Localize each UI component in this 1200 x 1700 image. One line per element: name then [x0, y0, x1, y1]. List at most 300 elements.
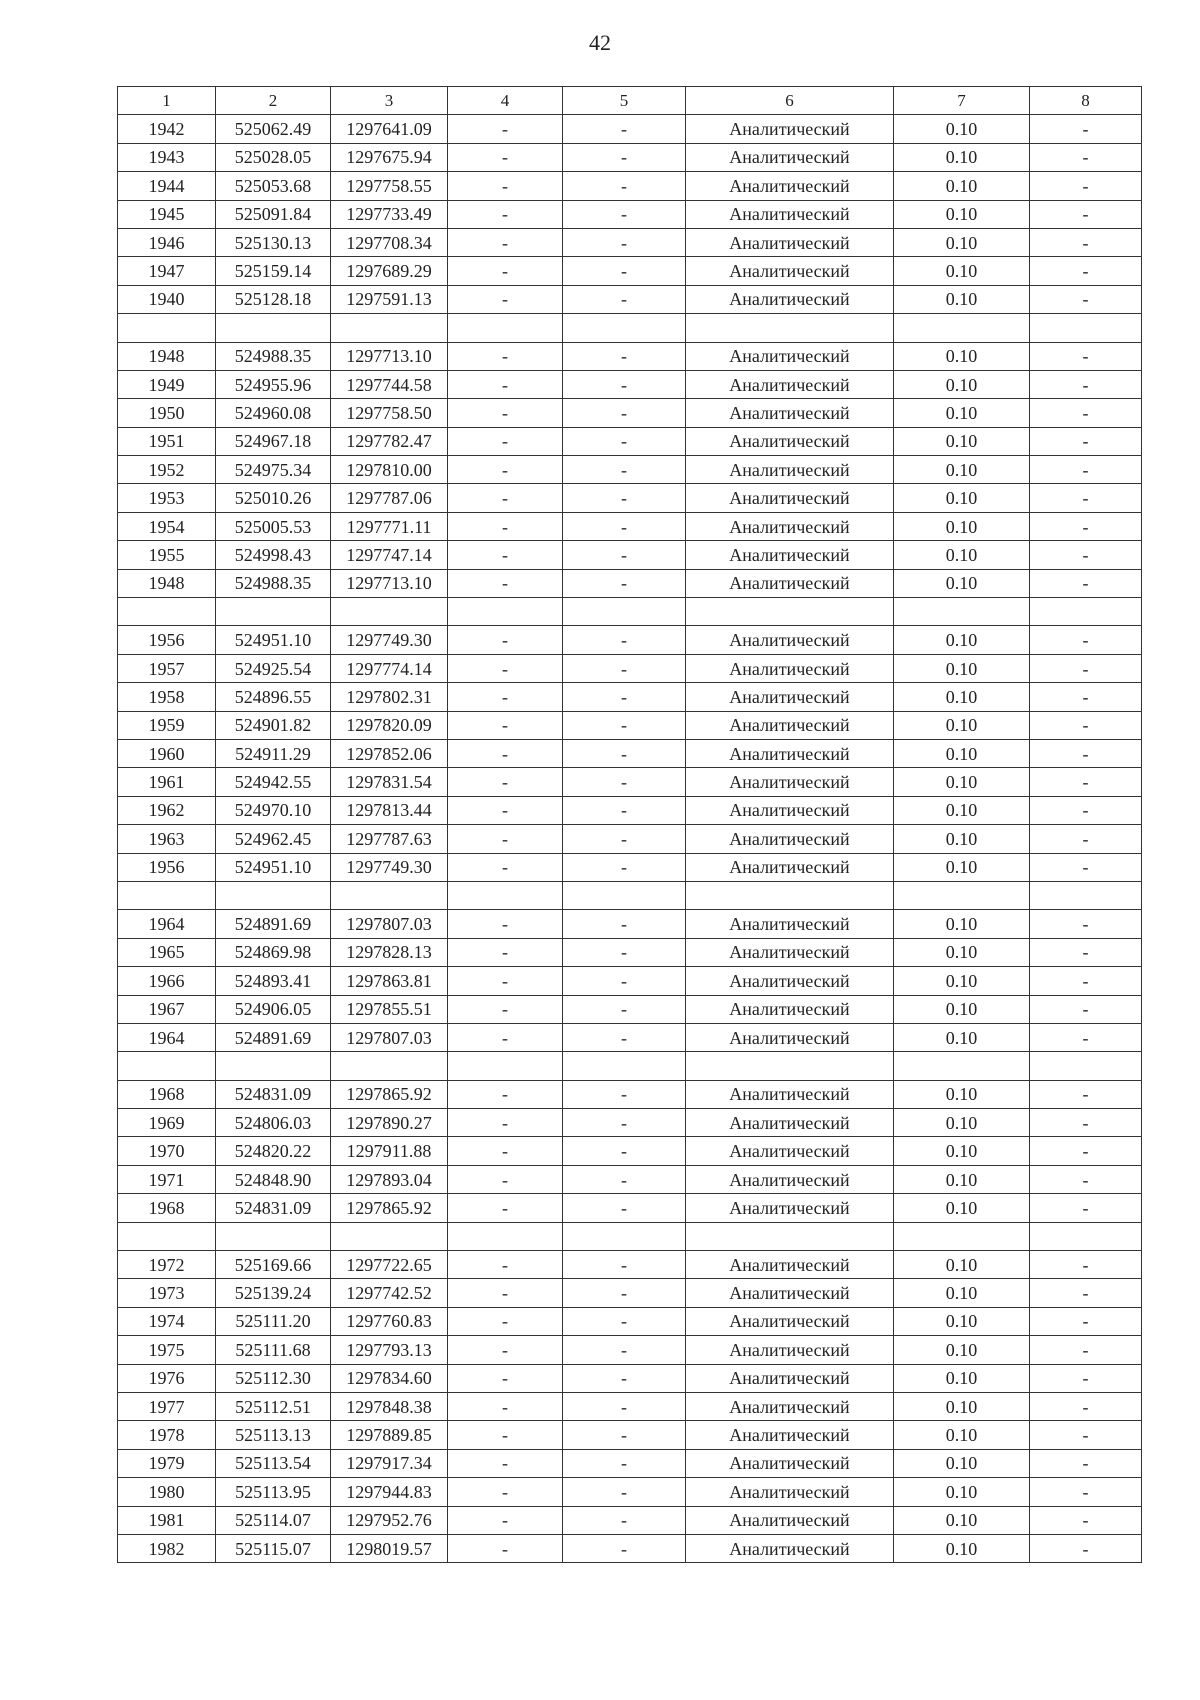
point-number-cell: 1963 [118, 825, 216, 853]
coordinate-x-cell: 524942.55 [216, 768, 331, 796]
empty-cell [894, 1222, 1030, 1250]
point-number-cell: 1971 [118, 1165, 216, 1193]
col-5-cell: - [563, 285, 686, 313]
table-row [118, 228, 1142, 256]
col-4-cell: - [448, 1165, 563, 1193]
col-8-cell: - [1030, 1109, 1142, 1137]
coordinate-y-cell: 1297952.76 [331, 1506, 448, 1534]
coordinate-x-cell: 524901.82 [216, 711, 331, 739]
point-number-cell: 1975 [118, 1336, 216, 1364]
column-header: 4 [448, 87, 563, 115]
accuracy-cell: 0.10 [894, 285, 1030, 313]
method-cell: Аналитический [686, 1336, 894, 1364]
col-5-cell: - [563, 257, 686, 285]
coordinate-x-cell: 524869.98 [216, 938, 331, 966]
coordinate-y-cell: 1297771.11 [331, 512, 448, 540]
point-number-cell: 1957 [118, 654, 216, 682]
coordinate-x-cell: 524998.43 [216, 541, 331, 569]
col-5-cell: - [563, 370, 686, 398]
method-cell: Аналитический [686, 995, 894, 1023]
table-row [118, 200, 1142, 228]
accuracy-cell: 0.10 [894, 1421, 1030, 1449]
coordinate-x-cell: 525113.13 [216, 1421, 331, 1449]
col-8-cell: - [1030, 967, 1142, 995]
empty-cell [118, 881, 216, 909]
col-4-cell: - [448, 796, 563, 824]
col-8-cell: - [1030, 257, 1142, 285]
method-cell: Аналитический [686, 910, 894, 938]
col-5-cell: - [563, 683, 686, 711]
coordinate-x-cell: 525112.51 [216, 1392, 331, 1420]
col-4-cell: - [448, 967, 563, 995]
point-number-cell: 1955 [118, 541, 216, 569]
empty-cell [118, 598, 216, 626]
coordinate-y-cell: 1297675.94 [331, 143, 448, 171]
point-number-cell: 1956 [118, 626, 216, 654]
coordinate-x-cell: 525113.95 [216, 1478, 331, 1506]
col-4-cell: - [448, 1421, 563, 1449]
column-header: 5 [563, 87, 686, 115]
method-cell: Аналитический [686, 427, 894, 455]
accuracy-cell: 0.10 [894, 1364, 1030, 1392]
coordinate-y-cell: 1297793.13 [331, 1336, 448, 1364]
coordinate-y-cell: 1297889.85 [331, 1421, 448, 1449]
separator-row [118, 314, 1142, 342]
col-5-cell: - [563, 143, 686, 171]
col-5-cell: - [563, 796, 686, 824]
table-row [118, 399, 1142, 427]
coordinate-x-cell: 524893.41 [216, 967, 331, 995]
point-number-cell: 1952 [118, 456, 216, 484]
coordinate-x-cell: 525114.07 [216, 1506, 331, 1534]
point-number-cell: 1964 [118, 1023, 216, 1051]
coordinate-y-cell: 1298019.57 [331, 1534, 448, 1562]
method-cell: Аналитический [686, 711, 894, 739]
method-cell: Аналитический [686, 399, 894, 427]
col-4-cell: - [448, 683, 563, 711]
empty-cell [216, 1052, 331, 1080]
page-number: 42 [589, 30, 611, 55]
accuracy-cell: 0.10 [894, 1478, 1030, 1506]
table-row [118, 1109, 1142, 1137]
coordinate-y-cell: 1297834.60 [331, 1364, 448, 1392]
col-8-cell: - [1030, 853, 1142, 881]
col-8-cell: - [1030, 938, 1142, 966]
col-8-cell: - [1030, 1506, 1142, 1534]
coordinate-x-cell: 525112.30 [216, 1364, 331, 1392]
point-number-cell: 1964 [118, 910, 216, 938]
empty-cell [331, 314, 448, 342]
col-4-cell: - [448, 626, 563, 654]
accuracy-cell: 0.10 [894, 938, 1030, 966]
coordinate-x-cell: 524988.35 [216, 342, 331, 370]
column-header: 8 [1030, 87, 1142, 115]
coordinate-y-cell: 1297802.31 [331, 683, 448, 711]
empty-cell [1030, 314, 1142, 342]
col-4-cell: - [448, 825, 563, 853]
table-row [118, 910, 1142, 938]
coordinate-x-cell: 524925.54 [216, 654, 331, 682]
col-5-cell: - [563, 228, 686, 256]
column-header: 3 [331, 87, 448, 115]
col-8-cell: - [1030, 228, 1142, 256]
coordinate-x-cell: 524891.69 [216, 1023, 331, 1051]
col-4-cell: - [448, 1279, 563, 1307]
col-5-cell: - [563, 456, 686, 484]
col-4-cell: - [448, 739, 563, 767]
col-8-cell: - [1030, 143, 1142, 171]
empty-cell [448, 881, 563, 909]
point-number-cell: 1953 [118, 484, 216, 512]
empty-cell [1030, 881, 1142, 909]
coordinate-y-cell: 1297749.30 [331, 626, 448, 654]
empty-cell [448, 598, 563, 626]
empty-cell [118, 1222, 216, 1250]
table-row [118, 512, 1142, 540]
empty-cell [894, 598, 1030, 626]
coordinate-y-cell: 1297758.55 [331, 172, 448, 200]
col-4-cell: - [448, 115, 563, 143]
accuracy-cell: 0.10 [894, 739, 1030, 767]
col-5-cell: - [563, 342, 686, 370]
method-cell: Аналитический [686, 1137, 894, 1165]
coordinate-y-cell: 1297782.47 [331, 427, 448, 455]
coordinates-table [117, 86, 1142, 1563]
point-number-cell: 1945 [118, 200, 216, 228]
coordinate-y-cell: 1297865.92 [331, 1080, 448, 1108]
accuracy-cell: 0.10 [894, 456, 1030, 484]
col-4-cell: - [448, 1023, 563, 1051]
col-8-cell: - [1030, 1392, 1142, 1420]
col-4-cell: - [448, 654, 563, 682]
method-cell: Аналитический [686, 228, 894, 256]
accuracy-cell: 0.10 [894, 683, 1030, 711]
accuracy-cell: 0.10 [894, 399, 1030, 427]
col-5-cell: - [563, 200, 686, 228]
coordinate-y-cell: 1297820.09 [331, 711, 448, 739]
coordinate-x-cell: 525159.14 [216, 257, 331, 285]
accuracy-cell: 0.10 [894, 1023, 1030, 1051]
coordinate-y-cell: 1297863.81 [331, 967, 448, 995]
accuracy-cell: 0.10 [894, 967, 1030, 995]
coordinate-x-cell: 524951.10 [216, 626, 331, 654]
method-cell: Аналитический [686, 853, 894, 881]
point-number-cell: 1944 [118, 172, 216, 200]
accuracy-cell: 0.10 [894, 995, 1030, 1023]
table-row [118, 1336, 1142, 1364]
accuracy-cell: 0.10 [894, 1165, 1030, 1193]
method-cell: Аналитический [686, 739, 894, 767]
col-4-cell: - [448, 1109, 563, 1137]
col-5-cell: - [563, 1251, 686, 1279]
point-number-cell: 1978 [118, 1421, 216, 1449]
empty-cell [448, 314, 563, 342]
coordinate-x-cell: 524967.18 [216, 427, 331, 455]
coordinate-x-cell: 525139.24 [216, 1279, 331, 1307]
coordinate-x-cell: 524960.08 [216, 399, 331, 427]
coordinate-x-cell: 525053.68 [216, 172, 331, 200]
col-8-cell: - [1030, 711, 1142, 739]
method-cell: Аналитический [686, 1109, 894, 1137]
table-row [118, 172, 1142, 200]
col-5-cell: - [563, 1137, 686, 1165]
method-cell: Аналитический [686, 796, 894, 824]
method-cell: Аналитический [686, 172, 894, 200]
col-5-cell: - [563, 1421, 686, 1449]
table-row [118, 739, 1142, 767]
method-cell: Аналитический [686, 626, 894, 654]
column-header: 6 [686, 87, 894, 115]
coordinate-y-cell: 1297733.49 [331, 200, 448, 228]
point-number-cell: 1967 [118, 995, 216, 1023]
table-row [118, 342, 1142, 370]
col-5-cell: - [563, 1534, 686, 1562]
coordinate-x-cell: 525091.84 [216, 200, 331, 228]
coordinate-x-cell: 524955.96 [216, 370, 331, 398]
accuracy-cell: 0.10 [894, 1251, 1030, 1279]
col-5-cell: - [563, 938, 686, 966]
point-number-cell: 1940 [118, 285, 216, 313]
col-5-cell: - [563, 1336, 686, 1364]
col-4-cell: - [448, 768, 563, 796]
table-row [118, 569, 1142, 597]
table-row [118, 654, 1142, 682]
col-5-cell: - [563, 1194, 686, 1222]
coordinate-x-cell: 524988.35 [216, 569, 331, 597]
accuracy-cell: 0.10 [894, 796, 1030, 824]
col-5-cell: - [563, 967, 686, 995]
empty-cell [686, 598, 894, 626]
table-row [118, 825, 1142, 853]
accuracy-cell: 0.10 [894, 1137, 1030, 1165]
empty-cell [1030, 1052, 1142, 1080]
point-number-cell: 1972 [118, 1251, 216, 1279]
method-cell: Аналитический [686, 938, 894, 966]
col-8-cell: - [1030, 1023, 1142, 1051]
col-4-cell: - [448, 1251, 563, 1279]
point-number-cell: 1968 [118, 1194, 216, 1222]
empty-cell [448, 1222, 563, 1250]
col-4-cell: - [448, 257, 563, 285]
header-row [118, 87, 1142, 115]
table-row [118, 1251, 1142, 1279]
table-row [118, 1023, 1142, 1051]
point-number-cell: 1980 [118, 1478, 216, 1506]
col-4-cell: - [448, 995, 563, 1023]
empty-cell [331, 598, 448, 626]
empty-cell [448, 1052, 563, 1080]
method-cell: Аналитический [686, 1023, 894, 1051]
empty-cell [563, 314, 686, 342]
col-8-cell: - [1030, 569, 1142, 597]
col-5-cell: - [563, 1279, 686, 1307]
col-4-cell: - [448, 1449, 563, 1477]
point-number-cell: 1969 [118, 1109, 216, 1137]
coordinate-y-cell: 1297831.54 [331, 768, 448, 796]
accuracy-cell: 0.10 [894, 512, 1030, 540]
point-number-cell: 1960 [118, 739, 216, 767]
col-4-cell: - [448, 456, 563, 484]
col-5-cell: - [563, 512, 686, 540]
table-row [118, 768, 1142, 796]
col-8-cell: - [1030, 427, 1142, 455]
table-row [118, 967, 1142, 995]
col-5-cell: - [563, 853, 686, 881]
col-4-cell: - [448, 1534, 563, 1562]
col-5-cell: - [563, 541, 686, 569]
coordinate-x-cell: 525062.49 [216, 115, 331, 143]
table-body [118, 115, 1142, 1563]
coordinate-x-cell: 524911.29 [216, 739, 331, 767]
method-cell: Аналитический [686, 342, 894, 370]
empty-cell [686, 1052, 894, 1080]
coordinate-x-cell: 524970.10 [216, 796, 331, 824]
coordinate-x-cell: 524891.69 [216, 910, 331, 938]
method-cell: Аналитический [686, 484, 894, 512]
col-4-cell: - [448, 1506, 563, 1534]
table-row [118, 853, 1142, 881]
col-4-cell: - [448, 1194, 563, 1222]
coordinate-y-cell: 1297708.34 [331, 228, 448, 256]
empty-cell [894, 881, 1030, 909]
table-row [118, 1307, 1142, 1335]
empty-cell [894, 1052, 1030, 1080]
accuracy-cell: 0.10 [894, 654, 1030, 682]
table-row [118, 484, 1142, 512]
col-4-cell: - [448, 1307, 563, 1335]
accuracy-cell: 0.10 [894, 1307, 1030, 1335]
col-8-cell: - [1030, 512, 1142, 540]
table-row [118, 683, 1142, 711]
col-5-cell: - [563, 825, 686, 853]
table-row [118, 1165, 1142, 1193]
col-8-cell: - [1030, 910, 1142, 938]
accuracy-cell: 0.10 [894, 541, 1030, 569]
table-row [118, 626, 1142, 654]
coordinate-x-cell: 524806.03 [216, 1109, 331, 1137]
empty-cell [563, 881, 686, 909]
coordinate-y-cell: 1297807.03 [331, 910, 448, 938]
col-8-cell: - [1030, 1165, 1142, 1193]
table-row [118, 1506, 1142, 1534]
accuracy-cell: 0.10 [894, 1449, 1030, 1477]
coordinate-y-cell: 1297828.13 [331, 938, 448, 966]
method-cell: Аналитический [686, 1534, 894, 1562]
method-cell: Аналитический [686, 825, 894, 853]
col-4-cell: - [448, 484, 563, 512]
method-cell: Аналитический [686, 768, 894, 796]
point-number-cell: 1973 [118, 1279, 216, 1307]
method-cell: Аналитический [686, 115, 894, 143]
col-5-cell: - [563, 1023, 686, 1051]
table-row [118, 1194, 1142, 1222]
method-cell: Аналитический [686, 569, 894, 597]
col-4-cell: - [448, 541, 563, 569]
method-cell: Аналитический [686, 967, 894, 995]
method-cell: Аналитический [686, 456, 894, 484]
coordinate-y-cell: 1297848.38 [331, 1392, 448, 1420]
empty-cell [563, 598, 686, 626]
col-4-cell: - [448, 1336, 563, 1364]
col-4-cell: - [448, 512, 563, 540]
coordinate-y-cell: 1297689.29 [331, 257, 448, 285]
empty-cell [1030, 1222, 1142, 1250]
accuracy-cell: 0.10 [894, 228, 1030, 256]
table-row [118, 1392, 1142, 1420]
col-5-cell: - [563, 768, 686, 796]
method-cell: Аналитический [686, 1478, 894, 1506]
accuracy-cell: 0.10 [894, 427, 1030, 455]
col-5-cell: - [563, 995, 686, 1023]
col-8-cell: - [1030, 200, 1142, 228]
col-5-cell: - [563, 910, 686, 938]
accuracy-cell: 0.10 [894, 1080, 1030, 1108]
table-row [118, 1080, 1142, 1108]
coordinate-x-cell: 525113.54 [216, 1449, 331, 1477]
column-header: 2 [216, 87, 331, 115]
table-row [118, 285, 1142, 313]
col-4-cell: - [448, 938, 563, 966]
col-8-cell: - [1030, 115, 1142, 143]
method-cell: Аналитический [686, 285, 894, 313]
col-5-cell: - [563, 1364, 686, 1392]
method-cell: Аналитический [686, 1307, 894, 1335]
coordinate-x-cell: 524831.09 [216, 1194, 331, 1222]
coordinate-y-cell: 1297747.14 [331, 541, 448, 569]
method-cell: Аналитический [686, 1194, 894, 1222]
empty-cell [894, 314, 1030, 342]
method-cell: Аналитический [686, 654, 894, 682]
accuracy-cell: 0.10 [894, 1392, 1030, 1420]
table-row [118, 370, 1142, 398]
method-cell: Аналитический [686, 257, 894, 285]
column-header: 7 [894, 87, 1030, 115]
col-8-cell: - [1030, 739, 1142, 767]
col-8-cell: - [1030, 1478, 1142, 1506]
col-4-cell: - [448, 711, 563, 739]
point-number-cell: 1961 [118, 768, 216, 796]
empty-cell [118, 314, 216, 342]
accuracy-cell: 0.10 [894, 1534, 1030, 1562]
col-5-cell: - [563, 569, 686, 597]
col-4-cell: - [448, 370, 563, 398]
col-4-cell: - [448, 1080, 563, 1108]
table-row [118, 115, 1142, 143]
coordinate-y-cell: 1297855.51 [331, 995, 448, 1023]
accuracy-cell: 0.10 [894, 1506, 1030, 1534]
empty-cell [331, 1222, 448, 1250]
coordinate-y-cell: 1297760.83 [331, 1307, 448, 1335]
col-5-cell: - [563, 1506, 686, 1534]
col-4-cell: - [448, 853, 563, 881]
table-row [118, 995, 1142, 1023]
coordinate-x-cell: 524820.22 [216, 1137, 331, 1165]
coordinate-y-cell: 1297713.10 [331, 342, 448, 370]
col-4-cell: - [448, 1364, 563, 1392]
point-number-cell: 1966 [118, 967, 216, 995]
table-row [118, 711, 1142, 739]
col-4-cell: - [448, 1478, 563, 1506]
coordinate-x-cell: 524975.34 [216, 456, 331, 484]
accuracy-cell: 0.10 [894, 1336, 1030, 1364]
point-number-cell: 1954 [118, 512, 216, 540]
col-8-cell: - [1030, 1336, 1142, 1364]
method-cell: Аналитический [686, 1279, 894, 1307]
accuracy-cell: 0.10 [894, 569, 1030, 597]
col-5-cell: - [563, 115, 686, 143]
separator-row [118, 1052, 1142, 1080]
col-4-cell: - [448, 342, 563, 370]
